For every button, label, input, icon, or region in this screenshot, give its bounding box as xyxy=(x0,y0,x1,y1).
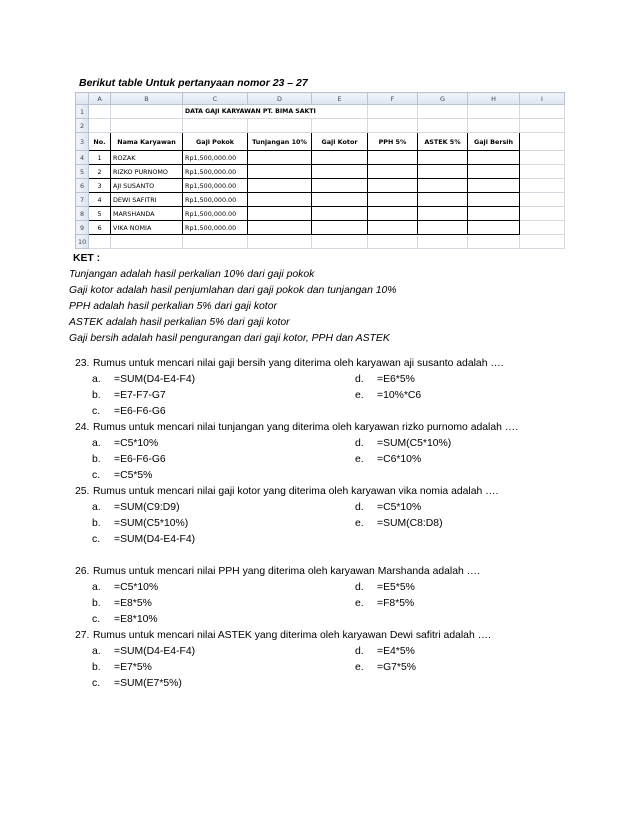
option-a: a. =SUM(D4-E4-F4) xyxy=(92,646,196,657)
table-header-row xyxy=(76,133,565,151)
ket-note: Gaji kotor adalah hasil penjumlahan dari gaji pokok dan tunjangan 10% xyxy=(69,285,397,296)
question-number: 25. xyxy=(75,486,90,497)
question-text: Rumus untuk mencari nilai tunjangan yang diterima oleh karyawan rizko purnomo adalah …. xyxy=(93,422,519,433)
row-header: 4 xyxy=(76,151,89,165)
col-header: C xyxy=(183,93,248,105)
col-header: A xyxy=(89,93,111,105)
sheet-row xyxy=(76,119,565,133)
cell-no: 2 xyxy=(89,165,111,179)
col-header: H xyxy=(468,93,520,105)
option-d: d. =E6*5% xyxy=(355,374,415,385)
option-e: e. =10%*C6 xyxy=(355,390,422,401)
option-a: a. =C5*10% xyxy=(92,438,159,449)
ket-note: Gaji bersih adalah hasil pengurangan dari gaji kotor, PPH dan ASTEK xyxy=(69,333,390,344)
ket-note: Tunjangan adalah hasil perkalian 10% dari gaji pokok xyxy=(69,269,315,280)
option-b: b. =SUM(C5*10%) xyxy=(92,518,189,529)
option-b: b. =E7*5% xyxy=(92,662,152,673)
header-cell: Gaji Kotor xyxy=(312,133,368,151)
col-header-selected: D xyxy=(248,93,312,105)
question-24-options xyxy=(75,436,595,484)
option-b: b. =E7-F7-G7 xyxy=(92,390,166,401)
question-text: Rumus untuk mencari nilai PPH yang diterima oleh karyawan Marshanda adalah …. xyxy=(93,566,480,577)
cell-gaji-pokok: Rp1,500,000.00 xyxy=(183,193,248,207)
row-header: 1 xyxy=(76,105,89,119)
option-d: d. =SUM(C5*10%) xyxy=(355,438,452,449)
cell-gaji-pokok: Rp1,500,000.00 xyxy=(183,165,248,179)
question-23 xyxy=(75,356,595,372)
cell-no: 1 xyxy=(89,151,111,165)
option-c: c. =C5*5% xyxy=(92,470,153,481)
header-cell: PPH 5% xyxy=(368,133,418,151)
option-e: e. =SUM(C8:D8) xyxy=(355,518,443,529)
question-26 xyxy=(75,564,595,580)
corner-cell xyxy=(76,93,89,105)
header-cell: Gaji Bersih xyxy=(468,133,520,151)
col-header: F xyxy=(368,93,418,105)
ket-label: KET : xyxy=(73,253,101,264)
option-a: a. =C5*10% xyxy=(92,582,159,593)
question-25 xyxy=(75,484,595,500)
cell-name: AJI SUSANTO xyxy=(111,179,183,193)
question-list xyxy=(75,356,595,692)
question-text: Rumus untuk mencari nilai ASTEK yang diterima oleh karyawan Dewi safitri adalah …. xyxy=(93,630,491,641)
option-d: d. =E4*5% xyxy=(355,646,415,657)
option-c: c. =SUM(E7*5%) xyxy=(92,678,182,689)
question-26-options xyxy=(75,580,595,628)
option-c: c. =SUM(D4-E4-F4) xyxy=(92,534,196,545)
option-c: c. =E8*10% xyxy=(92,614,158,625)
spreadsheet-grid xyxy=(75,92,565,249)
cell-name: VIKA NOMIA xyxy=(111,221,183,235)
question-27 xyxy=(75,628,595,644)
cell-no: 6 xyxy=(89,221,111,235)
option-b: b. =E8*5% xyxy=(92,598,152,609)
cell-name: RIZKO PURNOMO xyxy=(111,165,183,179)
cell-no: 3 xyxy=(89,179,111,193)
sheet-row xyxy=(76,105,565,119)
spacer xyxy=(75,548,595,564)
header-cell: Tunjangan 10% xyxy=(248,133,312,151)
cell-gaji-pokok: Rp1,500,000.00 xyxy=(183,179,248,193)
question-25-options xyxy=(75,500,595,548)
question-24 xyxy=(75,420,595,436)
col-header: E xyxy=(312,93,368,105)
option-b: b. =E6-F6-G6 xyxy=(92,454,166,465)
column-header-row xyxy=(76,93,565,105)
table-row xyxy=(76,151,565,165)
option-d: d. =E5*5% xyxy=(355,582,415,593)
row-header: 9 xyxy=(76,221,89,235)
cell-name: MARSHANDA xyxy=(111,207,183,221)
cell-gaji-pokok: Rp1,500,000.00 xyxy=(183,207,248,221)
col-header: I xyxy=(520,93,565,105)
question-number: 27. xyxy=(75,630,90,641)
option-e: e. =C6*10% xyxy=(355,454,422,465)
question-23-options xyxy=(75,372,595,420)
question-text: Rumus untuk mencari nilai gaji kotor yang diterima oleh karyawan vika nomia adalah …. xyxy=(93,486,499,497)
option-a: a. =SUM(C9:D9) xyxy=(92,502,180,513)
cell-name: ROZAK xyxy=(111,151,183,165)
cell-gaji-pokok: Rp1,500,000.00 xyxy=(183,221,248,235)
ket-note: PPH adalah hasil perkalian 5% dari gaji kotor xyxy=(69,301,277,312)
option-d: d. =C5*10% xyxy=(355,502,422,513)
header-cell: Gaji Pokok xyxy=(183,133,248,151)
sheet-title: DATA GAJI KARYAWAN PT. BIMA SAKTI xyxy=(183,105,368,119)
question-number: 24. xyxy=(75,422,90,433)
header-cell: ASTEK 5% xyxy=(418,133,468,151)
option-c: c. =E6-F6-G6 xyxy=(92,406,166,417)
row-header: 7 xyxy=(76,193,89,207)
row-header: 2 xyxy=(76,119,89,133)
question-27-options xyxy=(75,644,595,692)
cell-name: DEWI SAFITRI xyxy=(111,193,183,207)
col-header: B xyxy=(111,93,183,105)
cell-gaji-pokok: Rp1,500,000.00 xyxy=(183,151,248,165)
table-row xyxy=(76,165,565,179)
intro-heading: Berikut table Untuk pertanyaan nomor 23 – 27 xyxy=(79,77,308,89)
question-number: 26. xyxy=(75,566,90,577)
row-header: 8 xyxy=(76,207,89,221)
row-header: 3 xyxy=(76,133,89,151)
spreadsheet-image xyxy=(75,92,564,245)
cell-no: 5 xyxy=(89,207,111,221)
row-header: 5 xyxy=(76,165,89,179)
ket-notes xyxy=(69,251,397,347)
table-row xyxy=(76,207,565,221)
option-e: e. =F8*5% xyxy=(355,598,415,609)
row-header: 10 xyxy=(76,235,89,249)
header-cell: No. xyxy=(89,133,111,151)
col-header: G xyxy=(418,93,468,105)
row-header: 6 xyxy=(76,179,89,193)
question-text: Rumus untuk mencari nilai gaji bersih yang diterima oleh karyawan aji susanto adalah …. xyxy=(93,358,504,369)
ket-note: ASTEK adalah hasil perkalian 5% dari gaji kotor xyxy=(69,317,290,328)
question-number: 23. xyxy=(75,358,90,369)
sheet-row xyxy=(76,235,565,249)
table-row xyxy=(76,179,565,193)
header-cell: Nama Karyawan xyxy=(111,133,183,151)
option-a: a. =SUM(D4-E4-F4) xyxy=(92,374,196,385)
table-row xyxy=(76,221,565,235)
cell-no: 4 xyxy=(89,193,111,207)
table-row xyxy=(76,193,565,207)
option-e: e. =G7*5% xyxy=(355,662,416,673)
